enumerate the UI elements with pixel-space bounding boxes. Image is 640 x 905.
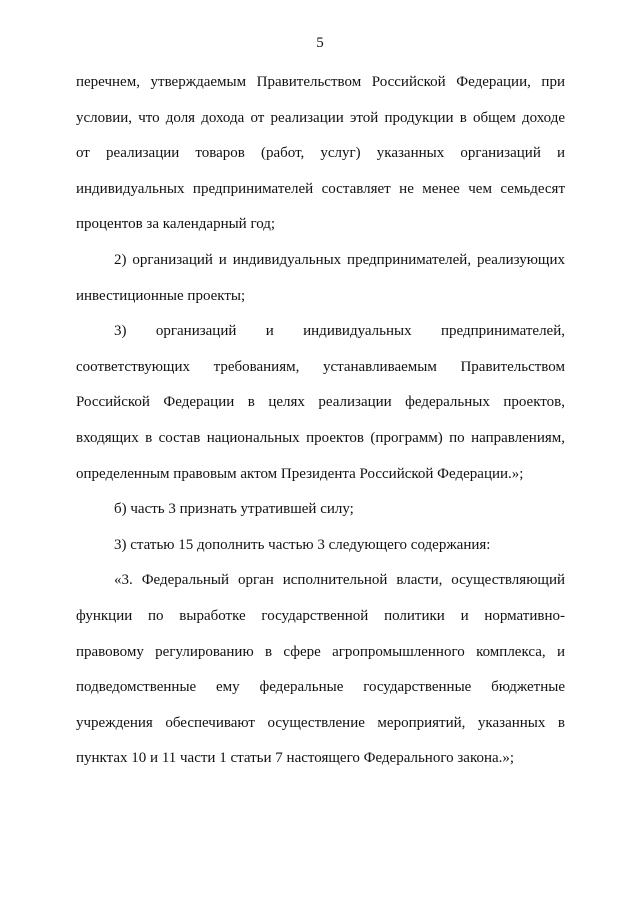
text-line: учреждения обеспечивают осуществление мероприятий, указанных в (76, 714, 565, 731)
page-number: 5 (316, 35, 324, 51)
text-line: Российской Федерации в целях реализации федеральных проектов, (76, 394, 565, 411)
text-line: процентов за календарный год; (76, 216, 276, 233)
text-line: инвестиционные проекты; (76, 287, 246, 304)
text-line: 2) организаций и индивидуальных предпринимателей, реализующих (114, 251, 565, 268)
text-line: условии, что доля дохода от реализации этой продукции в общем доходе (76, 109, 565, 126)
text-line: б) часть 3 признать утратившей силу; (114, 501, 354, 518)
paragraph-1 (76, 65, 565, 243)
paragraph-6 (76, 563, 565, 777)
paragraph-5 (76, 528, 565, 564)
text-line: определенным правовым актом Президента Российской Федерации.»; (76, 465, 524, 482)
text-line: 3) статью 15 дополнить частью 3 следующего содержания: (114, 536, 491, 553)
text-line: перечнем, утверждаемым Правительством Российской Федерации, при (76, 74, 565, 90)
document-body (76, 65, 565, 777)
text-line: входящих в состав национальных проектов (программ) по направлениям, (76, 429, 565, 446)
paragraph-3 (76, 314, 565, 492)
text-line: 3) организаций и индивидуальных предпринимателей, (114, 323, 565, 340)
text-line: от реализации товаров (работ, услуг) указанных организаций и (76, 145, 565, 162)
text-line: подведомственные ему федеральные государственные бюджетные (76, 679, 565, 696)
paragraph-2 (76, 243, 565, 314)
text-line: функции по выработке государственной политики и нормативно- (76, 607, 565, 624)
text-line: соответствующих требованиям, устанавливаемым Правительством (76, 358, 565, 375)
text-line: индивидуальных предпринимателей составляет не менее чем семьдесят (76, 180, 565, 197)
text-line: «3. Федеральный орган исполнительной власти, осуществляющий (114, 572, 565, 589)
paragraph-4 (76, 492, 565, 528)
text-line: правовому регулированию в сфере агропромышленного комплекса, и (76, 643, 565, 660)
text-line: пунктах 10 и 11 части 1 статьи 7 настоящего Федерального закона.»; (76, 750, 515, 767)
